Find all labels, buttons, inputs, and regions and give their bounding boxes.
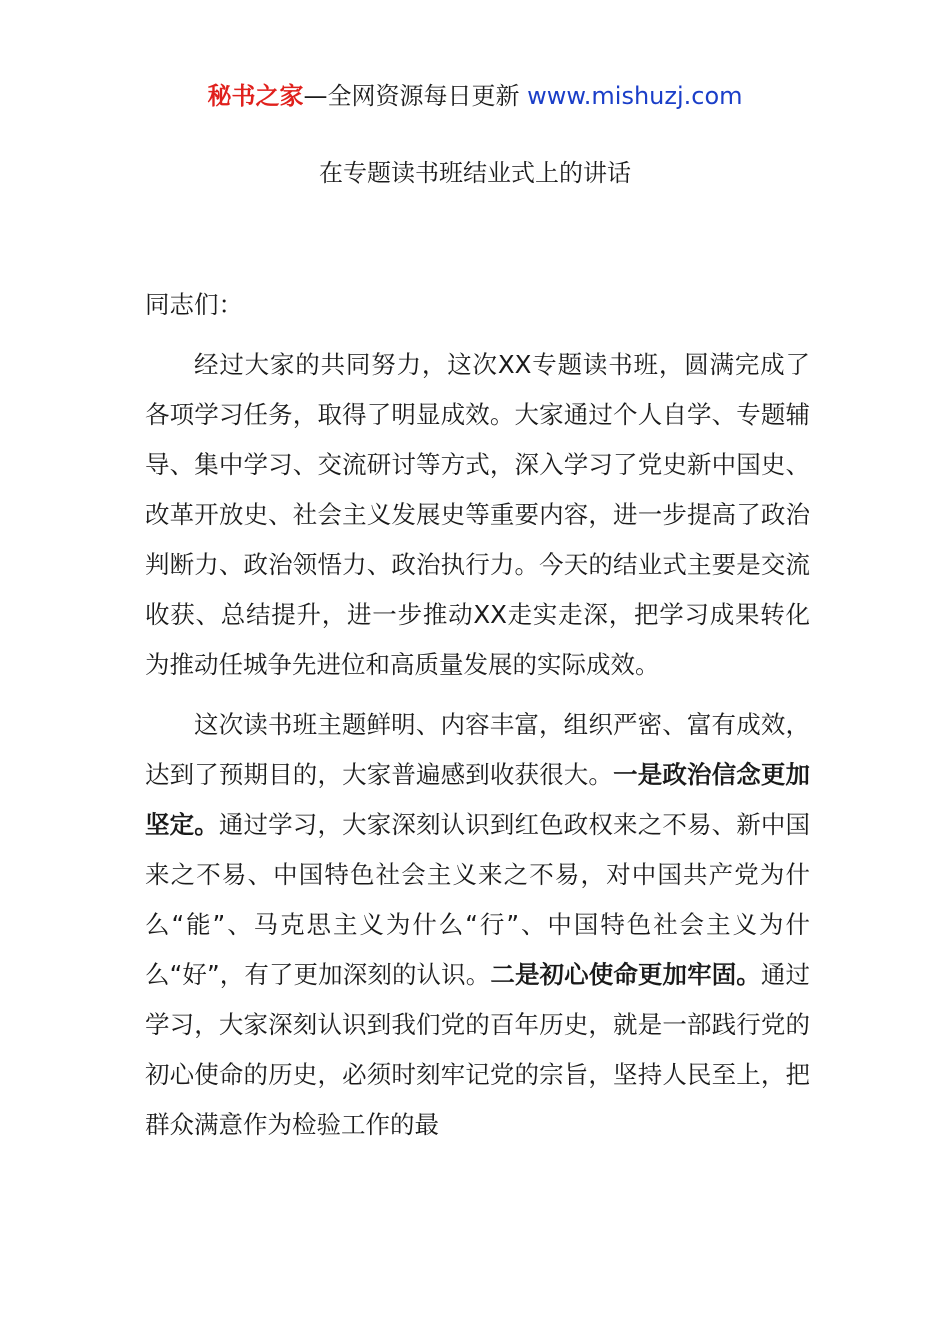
point-2-heading: 二是初心使命更加牢固。 <box>490 960 761 989</box>
point-1-body: 通过学习，大家深刻认识到红色政权来之不易、新中国来之不易、中国特色社会主义来之不易，对中国共产党为什么“能”、马克思主义为什么“行”、中国特色社会主义为什么“好”，有了更加深刻的认识。 <box>145 810 810 989</box>
site-url-link[interactable]: www.mishuzj.com <box>527 82 743 110</box>
site-brand: 秘书之家 <box>207 82 304 110</box>
site-header <box>0 80 950 112</box>
paragraph-1: 经过大家的共同努力，这次XX专题读书班，圆满完成了各项学习任务，取得了明显成效。大家通过个人自学、专题辅导、集中学习、交流研讨等方式，深入学习了党史新中国史、改革开放史、社会主义发展史等重要内容，进一步提高了政治判断力、政治领悟力、政治执行力。今天的结业式主要是交流收获、总结提升，进一步推动XX走实走深，把学习成果转化为推动任城争先进位和高质量发展的实际成效。 <box>145 350 810 679</box>
point-1-heading: 一是政治信念更加坚定。 <box>145 760 811 839</box>
document-title: 在专题读书班结业式上的讲话 <box>319 159 631 187</box>
paragraph-2-intro: 这次读书班主题鲜明、内容丰富，组织严密、富有成效，达到了预期目的，大家普遍感到收获很大。 <box>145 710 810 789</box>
greeting: 同志们： <box>145 290 243 319</box>
paragraph-2 <box>145 700 810 1150</box>
point-2-body: 通过学习，大家深刻认识到我们党的百年历史，就是一部践行党的初心使命的历史，必须时刻牢记党的宗旨，坚持人民至上，把群众满意作为检验工作的最 <box>145 960 811 1139</box>
site-tagline: —全网资源每日更新 <box>303 82 528 110</box>
document-body <box>145 280 810 1160</box>
